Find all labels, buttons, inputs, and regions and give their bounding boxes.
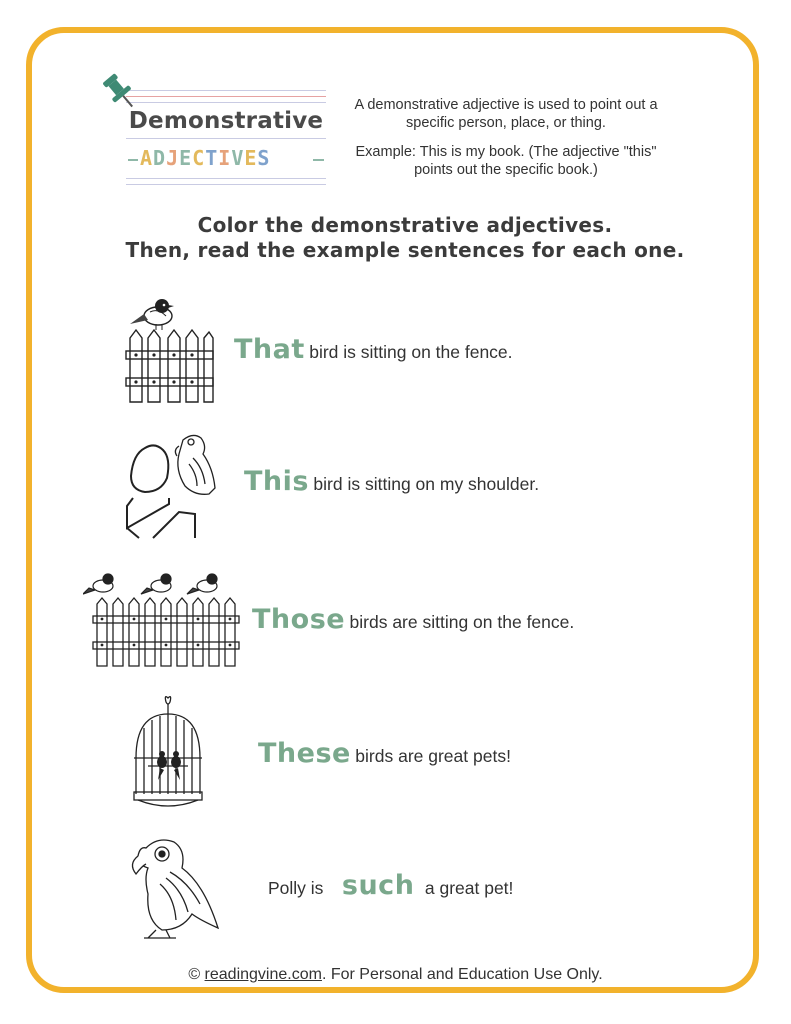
logo-letter: J — [166, 146, 180, 170]
example-text: Example: This is my book. (The adjective "this" points out the specific book.) — [355, 144, 657, 178]
bird-on-fence-icon — [124, 296, 214, 404]
worksheet-logo — [126, 86, 326, 186]
birdcage-icon — [130, 694, 206, 812]
sentence-text: a great pet! — [424, 878, 514, 898]
logo-letter: S — [257, 146, 271, 170]
sentence-text: birds are great pets! — [355, 746, 511, 766]
instruction-line-2: Then, read the example sentences for each one. — [125, 238, 685, 262]
logo-letter: V — [231, 146, 245, 170]
logo-letter: A — [140, 146, 154, 170]
copyright-prefix: © — [188, 966, 205, 983]
adjective-word[interactable]: such — [341, 870, 415, 901]
parrot-icon — [126, 834, 222, 940]
adjective-word[interactable]: Those — [252, 604, 346, 635]
footer-suffix: . For Personal and Education Use Only. — [321, 966, 603, 983]
logo-letter: E — [244, 146, 258, 170]
sentence-row-3 — [252, 604, 574, 635]
definition-text: A demonstrative adjective is used to point out a specific person, place, or thing. — [354, 97, 658, 131]
adjective-word[interactable]: This — [244, 466, 309, 497]
instruction-line-1: Color the demonstrative adjectives. — [197, 213, 613, 237]
logo-letter: T — [205, 146, 219, 170]
sentence-text: bird is sitting on the fence. — [309, 342, 513, 362]
sentence-row-1 — [234, 334, 513, 365]
sentence-row-4 — [258, 738, 511, 769]
footer — [0, 966, 791, 984]
intro-text — [346, 96, 666, 190]
logo-letter: E — [179, 146, 193, 170]
adjective-word[interactable]: That — [234, 334, 305, 365]
logo-subtitle — [140, 146, 270, 170]
logo-title: Demonstrative — [128, 108, 324, 134]
logo-letter: I — [218, 146, 232, 170]
logo-letter: C — [192, 146, 206, 170]
pushpin-icon — [100, 72, 140, 112]
logo-letter: D — [153, 146, 167, 170]
birds-on-fence-icon — [83, 570, 243, 668]
adjective-word[interactable]: These — [258, 738, 351, 769]
instructions — [100, 213, 710, 263]
sentence-prefix: Polly is — [268, 878, 324, 898]
sentence-text: birds are sitting on the fence. — [349, 612, 575, 632]
bird-on-shoulder-icon — [123, 428, 223, 540]
sentence-text: bird is sitting on my shoulder. — [313, 474, 540, 494]
site-link[interactable]: readingvine.com — [204, 966, 322, 983]
sentence-row-5 — [268, 870, 513, 901]
sentence-row-2 — [244, 466, 539, 497]
